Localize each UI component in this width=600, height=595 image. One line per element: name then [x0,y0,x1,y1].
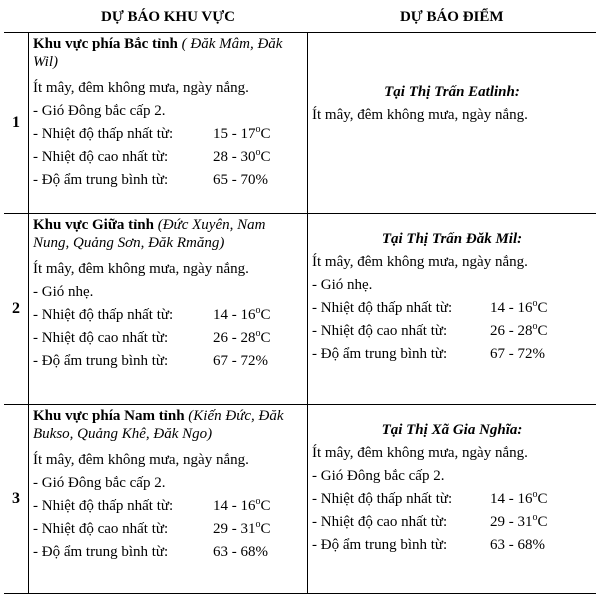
point-weather-text: Ít mây, đêm không mưa, ngày nắng. [312,445,528,461]
max-temp: - Nhiệt độ cao nhất từ: 29 - 31$^o$C [33,519,271,537]
header-region: DỰ BÁO KHU VỰC [100,8,236,25]
weather-text: Ít mây, đêm không mưa, ngày nắng. [33,452,249,468]
header-point: DỰ BÁO ĐIỂM [399,8,504,25]
humidity: - Độ ẩm trung bình từ: 67 - 72% [33,353,268,369]
point-max-temp: - Nhiệt độ cao nhất từ: 26 - 28$^o$C [312,321,548,339]
region-cell [29,405,308,594]
wind-text: - Gió Đông bắc cấp 2. [33,103,166,119]
max-temp: - Nhiệt độ cao nhất từ: 28 - 30$^o$C [33,147,271,165]
wind-text: - Gió Đông bắc cấp 2. [33,475,166,491]
row-number: 1 [4,33,29,214]
point-humidity: - Độ ẩm trung bình từ: 67 - 72% [312,346,545,362]
min-temp: - Nhiệt độ thấp nhất từ: 14 - 16$^o$C [33,305,271,323]
point-title: Tại Thị Xã Gia Nghĩa: [381,422,523,438]
point-weather-text: Ít mây, đêm không mưa, ngày nắng. [312,254,528,270]
row-number: 3 [4,405,29,594]
table-row [4,214,596,405]
point-wind-text: - Gió nhẹ. [312,277,373,293]
humidity: - Độ ẩm trung bình từ: 65 - 70% [33,172,268,188]
region-cell [29,33,308,214]
region-title: Khu vực phía Nam tỉnh (Kiến Đức, Đăk Bukso, Quảng Khê, Đăk Ngo) [33,408,284,442]
row-number: 2 [4,214,29,405]
point-min-temp: - Nhiệt độ thấp nhất từ: 14 - 16$^o$C [312,489,548,507]
region-title: Khu vực phía Bắc tỉnh ( Đăk Mâm, Đăk Wil) [33,36,283,70]
wind-text: - Gió nhẹ. [33,284,94,300]
min-temp: - Nhiệt độ thấp nhất từ: 14 - 16$^o$C [33,496,271,514]
weather-text: Ít mây, đêm không mưa, ngày nắng. [33,80,249,96]
region-title: Khu vực Giữa tỉnh (Đức Xuyên, Nam Nung, Quảng Sơn, Đăk Rmăng) [33,217,266,251]
forecast-table [4,2,596,594]
header-row [4,2,596,33]
table-row [4,33,596,214]
point-min-temp: - Nhiệt độ thấp nhất từ: 14 - 16$^o$C [312,298,548,316]
humidity: - Độ ẩm trung bình từ: 63 - 68% [33,544,268,560]
point-weather-text: Ít mây, đêm không mưa, ngày nắng. [312,107,528,123]
region-cell [29,214,308,405]
min-temp: - Nhiệt độ thấp nhất từ: 15 - 17$^o$C [33,124,271,142]
header-number [4,2,29,33]
point-cell [308,405,597,594]
max-temp: - Nhiệt độ cao nhất từ: 26 - 28$^o$C [33,328,271,346]
point-wind-text: - Gió Đông bắc cấp 2. [312,468,445,484]
point-cell [308,33,597,214]
point-title: Tại Thị Trấn Eatlinh: [384,84,520,100]
point-cell [308,214,597,405]
point-max-temp: - Nhiệt độ cao nhất từ: 29 - 31$^o$C [312,512,548,530]
table-row [4,405,596,594]
weather-text: Ít mây, đêm không mưa, ngày nắng. [33,261,249,277]
point-title: Tại Thị Trấn Đăk Mil: [381,231,523,247]
point-humidity: - Độ ẩm trung bình từ: 63 - 68% [312,537,545,553]
